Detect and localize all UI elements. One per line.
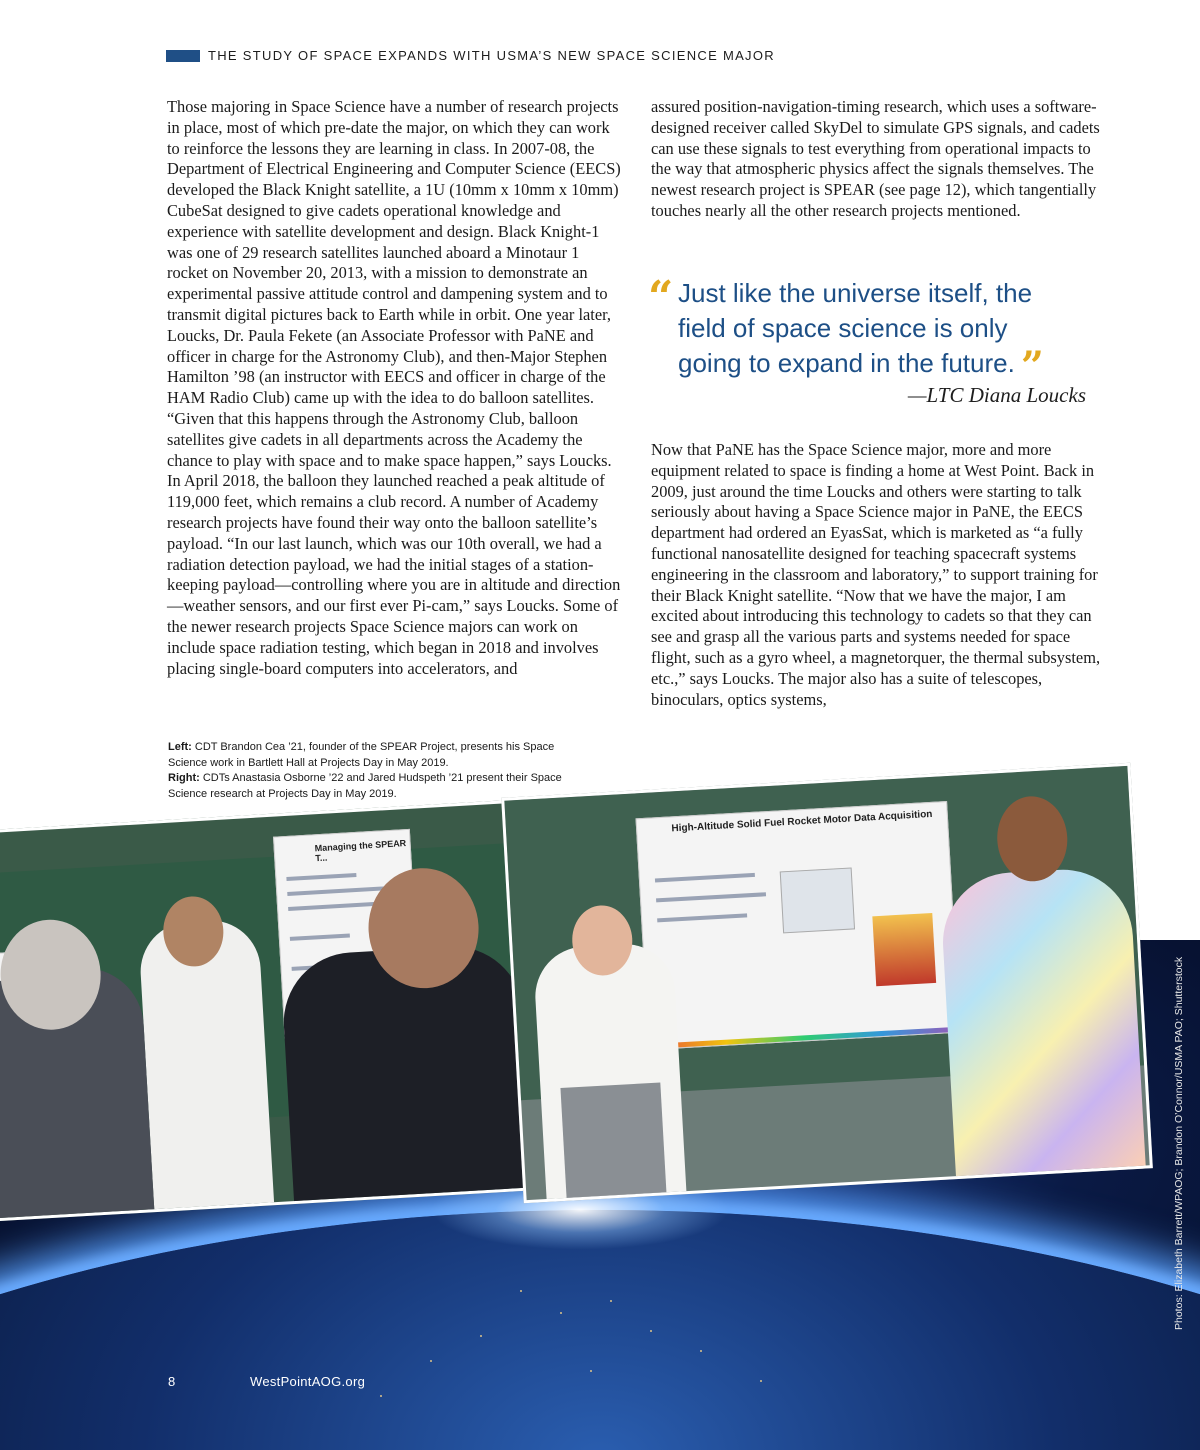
page-number: 8: [168, 1374, 176, 1389]
poster-text-line: [290, 933, 350, 940]
caption-right-text: CDTs Anastasia Osborne ’22 and Jared Hudspeth ’21 present their Space Science research at Projects Day in May 2019.: [168, 772, 562, 800]
city-light: [650, 1330, 652, 1332]
photo-left-cadet-presentation: [0, 799, 542, 1221]
poster-text-line: [656, 892, 766, 902]
poster-right: [636, 801, 960, 1050]
city-light: [380, 1395, 382, 1397]
poster-text-line: [286, 873, 356, 881]
header-accent-bar: [166, 50, 200, 62]
caption-left: [168, 740, 568, 771]
city-light: [430, 1360, 432, 1362]
poster-text-line: [287, 886, 387, 896]
cadet-hudspeth-tie-dye-coat: [939, 866, 1146, 1186]
open-quote-mark-icon: “: [648, 272, 674, 323]
cadet-in-white-uniform: [138, 918, 275, 1222]
close-quote-mark-icon: ”: [1020, 343, 1044, 390]
caption-left-label: Left:: [168, 741, 192, 753]
city-light: [610, 1300, 612, 1302]
running-header: [166, 48, 775, 63]
poster-chart: [872, 913, 936, 986]
poster-right-title: High-Altitude Solid Fuel Rocket Motor Data Acquisition: [671, 808, 933, 835]
paragraph: assured position-navigation-timing research, which uses a software-designed receiver called SkyDel to simulate GPS signals, and cadets can use these signals to test everything from operational impacts to the way that atmospheric physics affect the signals themselves. The newest research project is SPEAR (see page 12), which tangentially touches nearly all the other research projects mentioned.: [651, 97, 1100, 220]
pull-quote-body: [678, 276, 1078, 390]
city-light: [480, 1335, 482, 1337]
city-light: [520, 1290, 522, 1292]
article-right-column-bottom: [651, 440, 1111, 710]
caption-right-label: Right:: [168, 772, 200, 784]
poster-text-line: [655, 873, 755, 883]
article-right-column-top: [651, 97, 1101, 222]
paragraph: Those majoring in Space Science have a number of research projects in place, most of which pre-date the major, on which they can work to reinforce the lessons they are learning in class. In 2007-08, the Department of Electrical Engineering and Computer Science (EECS) developed the Black Knight satellite, a 1U (10mm x 10mm x 10mm) CubeSat designed to give cadets operational knowledge and experience with satellite development and design. Black Knight-1 was one of 29 research satellites launched aboard a Minotaur 1 rocket on November 20, 2013, with a mission to demonstrate an experimental passive attitude control and dampening system and to transmit digital pictures back to Earth while in orbit. One year later, Loucks, Dr. Paula Fekete (an Associate Professor with PaNE and officer in charge for the Astronomy Club), and then-Major Stephen Hamilton ’98 (an instructor with EECS and officer in charge of the HAM Radio Club) came up with the idea to do balloon satellites. “Given that this happens through the Astronomy Club, balloon satellites give cadets in all departments across the Academy the chance to play with space and to make space happen,” says Loucks. In April 2018, the balloon they launched reached a peak altitude of 119,000 feet, which remains a club record. A number of Academy research projects have found their way onto the balloon satellite’s payload. “In our last launch, which was our 10th overall, we had a radiation detection payload, we had the initial stages of a station-keeping payload—controlling where you are in altitude and direction—weather sensors, and our first ever Pi-cam,” says Loucks. Some of the newer research projects Space Science majors can work on include space radiation testing, which began in 2018 and involves placing single-board computers into accelerators, and: [167, 97, 621, 678]
photo-credit: Photos: Elizabeth Barrett/WPAOG; Brandon O’Connor/USMA PAO; Shutterstock: [1173, 956, 1185, 1330]
pull-quote: [648, 272, 1098, 407]
photo-caption: [168, 740, 568, 802]
article-left-column: [167, 97, 622, 679]
city-light: [700, 1350, 702, 1352]
poster-left-title: Managing the SPEAR T...: [314, 838, 407, 864]
pull-quote-attribution: —LTC Diana Loucks: [907, 383, 1086, 407]
paragraph: Now that PaNE has the Space Science major, more and more equipment related to space is finding a home at West Point. Back in 2009, just around the time Loucks and others were starting to talk seriously about having a Space Science major in PaNE, the EECS department had ordered an EyasSat, which is marketed as “a fully functional nanosatellite designed for teaching spacecraft systems engineering in the classroom and laboratory,” to support training for their Black Knight satellite. “Now that we have the major, I am excited about introducing this technology to cadets so that they can see and grasp all the various parts and systems needed for space flight, such as a gyro wheel, a magnetorquer, the thermal subsystem, etc.,” says Loucks. The major also has a suite of telescopes, binoculars, optics systems,: [651, 440, 1101, 709]
poster-text-line: [657, 913, 747, 922]
cadet-gray-trousers: [560, 1082, 667, 1203]
pull-quote-text: Just like the universe itself, the field of space science is only going to expand in the future.: [678, 278, 1033, 378]
city-light: [590, 1370, 592, 1372]
footer-website: WestPointAOG.org: [250, 1374, 366, 1389]
poster-text-line: [288, 902, 378, 911]
city-light: [560, 1312, 562, 1314]
photo-right-cadets-with-poster: [501, 763, 1153, 1204]
caption-left-text: CDT Brandon Cea ’21, founder of the SPEAR Project, presents his Space Science work in Bartlett Hall at Projects Day in May 2019.: [168, 741, 555, 769]
header-title: THE STUDY OF SPACE EXPANDS WITH USMA’S NEW SPACE SCIENCE MAJOR: [208, 48, 775, 63]
city-light: [760, 1380, 762, 1382]
poster-diagram: [780, 867, 855, 933]
